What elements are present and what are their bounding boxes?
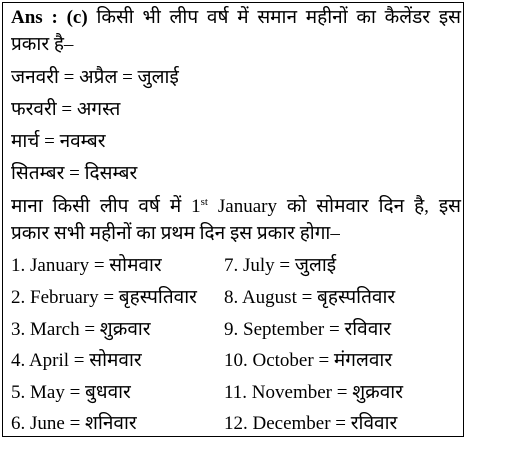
- assumption-text-continued: January को सोमवार दिन है, इस: [207, 196, 461, 217]
- month-day-row: 10. October = मंगलवार: [224, 350, 393, 371]
- answer-intro-text: किसी भी लीप वर्ष में समान महीनों का कैलेंडर इस: [96, 7, 462, 28]
- month-day-row: 3. March = शुक्रवार: [11, 319, 151, 340]
- month-day-row: 9. September = रविवार: [224, 319, 391, 340]
- assumption-text: माना किसी लीप वर्ष में 1: [11, 196, 201, 217]
- month-day-row: 5. May = बुधवार: [11, 382, 131, 403]
- answer-option: (c): [66, 7, 88, 28]
- assumption-line: [11, 195, 461, 219]
- assumption-line-2: प्रकार सभी महीनों का प्रथम दिन इस प्रकार होगा–: [11, 223, 340, 244]
- month-day-row: 4. April = सोमवार: [11, 350, 142, 371]
- month-day-row: 2. February = बृहस्पतिवार: [11, 287, 197, 308]
- answer-intro-line: [11, 6, 461, 30]
- month-day-row: 7. July = जुलाई: [224, 255, 337, 276]
- ordinal-suffix: st: [200, 196, 208, 208]
- month-pair-line: फरवरी = अगस्त: [11, 99, 121, 120]
- month-day-row: 11. November = शुक्रवार: [224, 382, 403, 403]
- month-day-row: 12. December = रविवार: [224, 413, 398, 434]
- answer-intro-line-2: प्रकार है–: [11, 34, 74, 55]
- month-day-row: 8. August = बृहस्पतिवार: [224, 287, 396, 308]
- month-pair-line: मार्च = नवम्बर: [11, 131, 106, 152]
- answer-label: Ans :: [11, 7, 58, 28]
- month-pair-line: जनवरी = अप्रैल = जुलाई: [11, 67, 179, 88]
- month-day-row: 6. June = शनिवार: [11, 413, 137, 434]
- month-day-row: 1. January = सोमवार: [11, 255, 162, 276]
- answer-box: [2, 2, 464, 437]
- month-pair-line: सितम्बर = दिसम्बर: [11, 163, 138, 184]
